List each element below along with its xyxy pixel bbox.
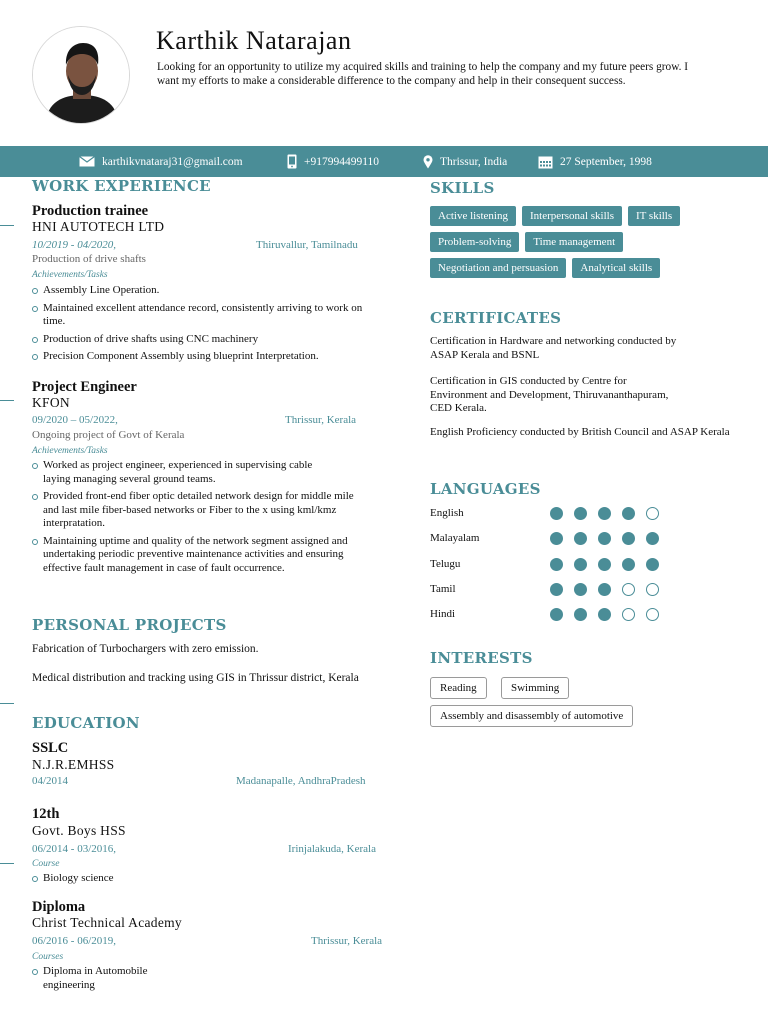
- job-role: Production trainee: [32, 203, 149, 219]
- phone-icon: [287, 154, 297, 169]
- proficiency-dot-filled: [622, 532, 635, 545]
- job-org: HNI AUTOTECH LTD: [32, 219, 165, 234]
- proficiency-dot-filled: [598, 558, 611, 571]
- job-description: Ongoing project of Govt of Kerala: [32, 429, 185, 441]
- certificate-item: Certification in Hardware and networking conducted by ASAP Kerala and BSNL: [430, 335, 677, 361]
- section-divider-tick: [0, 400, 14, 401]
- tasks-label: Achievements/Tasks: [32, 270, 108, 280]
- skill-tag: Active listening: [430, 206, 516, 226]
- location-pin-icon: [423, 155, 433, 169]
- proficiency-dot-filled: [574, 608, 587, 621]
- job-description: Production of drive shafts: [32, 253, 146, 265]
- proficiency-dot-filled: [574, 507, 587, 520]
- proficiency-dot-filled: [550, 608, 563, 621]
- course-label: Courses: [32, 952, 64, 962]
- profile-photo-image: [33, 27, 130, 124]
- proficiency-dot-empty: [622, 583, 635, 596]
- skill-tag: Analytical skills: [572, 258, 660, 278]
- language-row: [430, 556, 670, 572]
- skills-heading: SKILLS: [430, 179, 495, 197]
- project-item: Fabrication of Turbochargers with zero emission.: [32, 643, 259, 655]
- calendar-icon: [538, 155, 553, 169]
- contact-location: [423, 146, 507, 177]
- education-degree: SSLC: [32, 740, 69, 756]
- proficiency-dots: [550, 608, 659, 621]
- education-heading: EDUCATION: [32, 714, 140, 732]
- skills-list: [430, 206, 730, 284]
- proficiency-dot-filled: [574, 558, 587, 571]
- task-list: [32, 284, 382, 368]
- contact-bar: [0, 146, 768, 177]
- job-location: Thiruvallur, Tamilnadu: [256, 239, 358, 251]
- proficiency-dot-filled: [550, 558, 563, 571]
- proficiency-dot-filled: [622, 507, 635, 520]
- interest-tag: Swimming: [501, 677, 569, 699]
- education-dates: 04/2014: [32, 775, 69, 787]
- education-location: Madanapalle, AndhraPradesh: [236, 775, 366, 787]
- proficiency-dots: [550, 507, 659, 520]
- proficiency-dot-filled: [574, 532, 587, 545]
- education-school: N.J.R.EMHSS: [32, 757, 115, 772]
- interests-heading: INTERESTS: [430, 649, 533, 667]
- section-divider-tick: [0, 863, 14, 864]
- contact-phone[interactable]: [287, 146, 379, 177]
- language-row: [430, 505, 670, 521]
- candidate-name: Karthik Natarajan: [156, 26, 352, 55]
- task-list: [32, 459, 372, 579]
- list-item: Precision Component Assembly using blueprint Interpretation.: [32, 350, 382, 364]
- location-text: Thrissur, India: [440, 155, 508, 168]
- language-name: Telugu: [430, 558, 461, 570]
- proficiency-dot-filled: [598, 532, 611, 545]
- proficiency-dots: [550, 583, 659, 596]
- list-item: Assembly Line Operation.: [32, 284, 382, 298]
- proficiency-dots: [550, 532, 659, 545]
- certificates-heading: CERTIFICATES: [430, 309, 562, 327]
- list-item: Biology science: [32, 872, 232, 886]
- skill-tag: Interpersonal skills: [522, 206, 622, 226]
- profile-photo: [32, 26, 130, 124]
- list-item: Maintaining uptime and quality of the network segment assigned and undertaking periodic preventive maintenance activities and ensuring effective fault management in case of fault occurrence.: [32, 535, 367, 576]
- career-objective: Looking for an opportunity to utilize my acquired skills and training to help the company and my future peers grow. I want my efforts to make a considerable difference to the company and help in their consequent success.: [157, 61, 689, 87]
- dob-text: 27 September, 1998: [560, 155, 652, 168]
- job-org: KFON: [32, 395, 70, 410]
- education-dates: 06/2016 - 06/2019,: [32, 935, 117, 947]
- certificate-item: Certification in GIS conducted by Centre for Environment and Development, Thiruvananthapuram, CED Kerala.: [430, 375, 669, 414]
- education-location: Irinjalakuda, Kerala: [288, 843, 376, 855]
- proficiency-dot-filled: [598, 507, 611, 520]
- education-location: Thrissur, Kerala: [311, 935, 383, 947]
- proficiency-dot-filled: [574, 583, 587, 596]
- proficiency-dot-filled: [550, 583, 563, 596]
- proficiency-dot-empty: [646, 583, 659, 596]
- language-name: Malayalam: [430, 532, 480, 544]
- skill-tag: Time management: [525, 232, 623, 252]
- skill-tag: IT skills: [628, 206, 680, 226]
- contact-dob: [538, 146, 652, 177]
- proficiency-dot-empty: [646, 507, 659, 520]
- proficiency-dot-empty: [622, 608, 635, 621]
- languages-heading: LANGUAGES: [430, 480, 541, 498]
- section-divider-tick: [0, 225, 14, 226]
- phone-text: +917994499110: [304, 155, 380, 168]
- course-label: Course: [32, 859, 60, 869]
- proficiency-dot-filled: [622, 558, 635, 571]
- job-role: Project Engineer: [32, 379, 137, 395]
- list-item: Worked as project engineer, experienced in supervising cable laying managing several ground teams.: [32, 459, 332, 486]
- section-divider-tick: [0, 703, 14, 704]
- personal-projects-heading: PERSONAL PROJECTS: [32, 616, 227, 634]
- education-degree: 12th: [32, 806, 60, 822]
- tasks-label: Achievements/Tasks: [32, 446, 108, 456]
- list-item: Diploma in Automobile engineering: [32, 965, 182, 992]
- job-location: Thrissur, Kerala: [285, 414, 357, 426]
- language-name: Tamil: [430, 583, 456, 595]
- proficiency-dot-filled: [598, 583, 611, 596]
- job-dates: 10/2019 - 04/2020,: [32, 239, 117, 251]
- proficiency-dot-filled: [550, 532, 563, 545]
- language-name: Hindi: [430, 608, 456, 620]
- proficiency-dots: [550, 558, 659, 571]
- proficiency-dot-filled: [646, 532, 659, 545]
- language-name: English: [430, 507, 464, 519]
- proficiency-dot-filled: [550, 507, 563, 520]
- language-row: [430, 581, 670, 597]
- course-list: [32, 872, 232, 890]
- education-school: Christ Technical Academy: [32, 915, 182, 930]
- course-list: [32, 965, 182, 996]
- work-experience-heading: WORK EXPERIENCE: [32, 177, 211, 195]
- proficiency-dot-filled: [598, 608, 611, 621]
- interest-tag: Reading: [430, 677, 487, 699]
- job-dates: 09/2020 – 05/2022,: [32, 414, 118, 426]
- skill-tag: Problem-solving: [430, 232, 519, 252]
- interest-tag: Assembly and disassembly of automotive: [430, 705, 633, 727]
- list-item: Maintained excellent attendance record, consistently arriving to work on time.: [32, 302, 382, 329]
- contact-email[interactable]: [79, 146, 243, 177]
- education-school: Govt. Boys HSS: [32, 823, 126, 838]
- envelope-icon: [79, 156, 95, 167]
- proficiency-dot-filled: [646, 558, 659, 571]
- language-row: [430, 530, 670, 546]
- project-item: Medical distribution and tracking using GIS in Thrissur district, Kerala: [32, 672, 359, 684]
- certificate-item: English Proficiency conducted by British Council and ASAP Kerala: [430, 426, 730, 438]
- email-text: karthikvnataraj31@gmail.com: [102, 155, 243, 168]
- education-degree: Diploma: [32, 899, 86, 915]
- skill-tag: Negotiation and persuasion: [430, 258, 566, 278]
- proficiency-dot-empty: [646, 608, 659, 621]
- list-item: Provided front-end fiber optic detailed network design for middle mile and last mile fiber-based networks or Fiber to the x using kml/kmz interpratation.: [32, 490, 372, 531]
- education-dates: 06/2014 - 03/2016,: [32, 843, 117, 855]
- language-row: [430, 606, 670, 622]
- list-item: Production of drive shafts using CNC machinery: [32, 333, 382, 347]
